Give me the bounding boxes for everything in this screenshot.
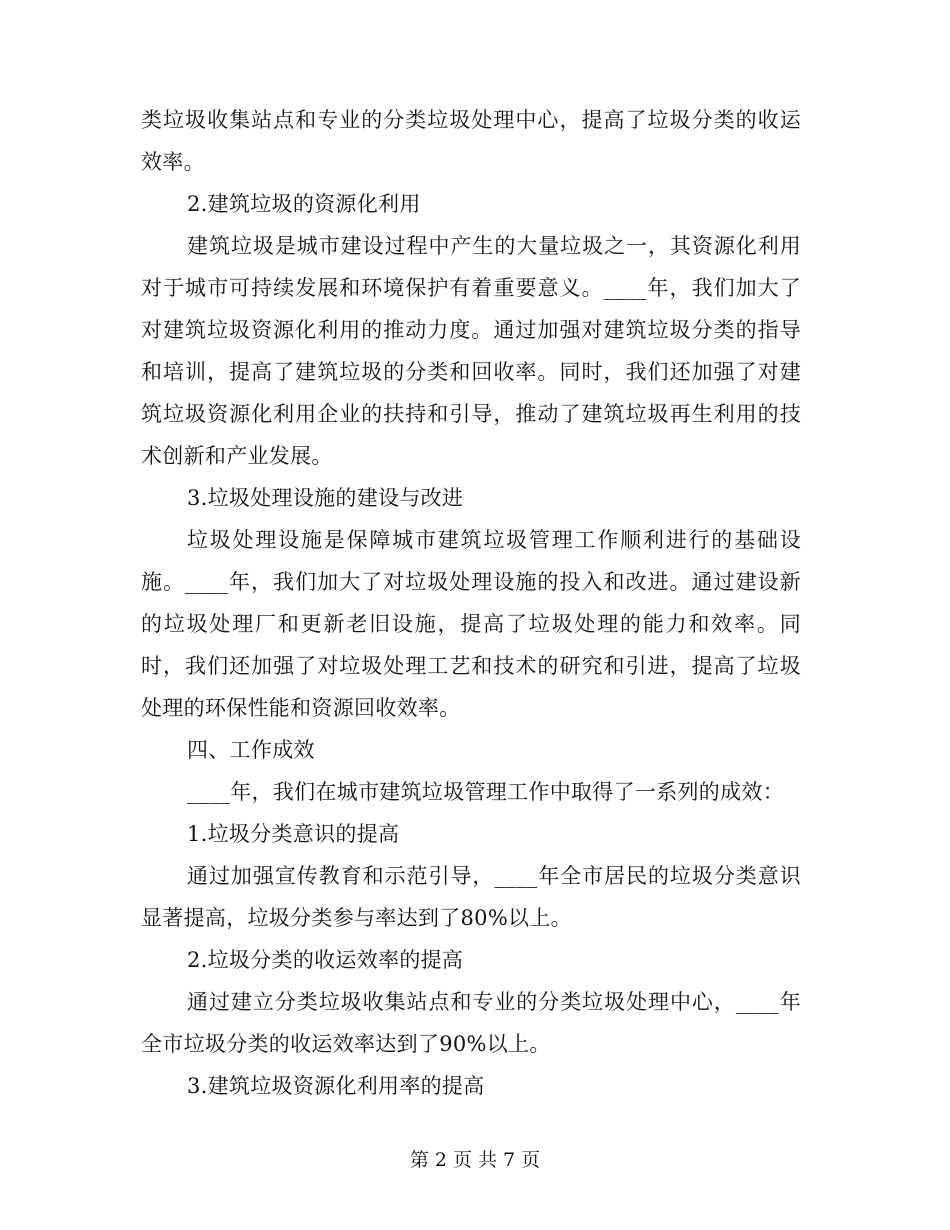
paragraph-collection-efficiency: 通过建立分类垃圾收集站点和专业的分类垃圾处理中心，____年全市垃圾分类的收运效率达到了90%以上。 bbox=[141, 990, 801, 1056]
section-heading-construction-waste-recycling: 2.建筑垃圾的资源化利用 bbox=[187, 192, 421, 216]
paragraph-continuation: 类垃圾收集站点和专业的分类垃圾处理中心，提高了垃圾分类的收运效率。 bbox=[141, 108, 801, 174]
section-heading-facilities: 3.垃圾处理设施的建设与改进 bbox=[187, 486, 464, 510]
chapter-heading-results: 四、工作成效 bbox=[187, 738, 315, 762]
document-body bbox=[141, 99, 801, 1107]
paragraph-construction-waste-recycling: 建筑垃圾是城市建设过程中产生的大量垃圾之一，其资源化利用对于城市可持续发展和环境保护有着重要意义。____年，我们加大了对建筑垃圾资源化利用的推动力度。通过加强对建筑垃圾分类的指导和培训，提高了建筑垃圾的分类和回收率。同时，我们还加强了对建筑垃圾资源化利用企业的扶持和引导，推动了建筑垃圾再生利用的技术创新和产业发展。 bbox=[141, 234, 801, 468]
paragraph-awareness: 通过加强宣传教育和示范引导，____年全市居民的垃圾分类意识显著提高，垃圾分类参与率达到了80%以上。 bbox=[141, 864, 801, 930]
section-heading-recycling-rate: 3.建筑垃圾资源化利用率的提高 bbox=[187, 1074, 485, 1098]
paragraph-results-intro: ____年，我们在城市建筑垃圾管理工作中取得了一系列的成效： bbox=[187, 780, 784, 804]
page-number-footer: 第 2 页 共 7 页 bbox=[409, 1149, 541, 1171]
paragraph-facilities: 垃圾处理设施是保障城市建筑垃圾管理工作顺利进行的基础设施。____年，我们加大了对垃圾处理设施的投入和改进。通过建设新的垃圾处理厂和更新老旧设施，提高了垃圾处理的能力和效率。同时，我们还加强了对垃圾处理工艺和技术的研究和引进，提高了垃圾处理的环保性能和资源回收效率。 bbox=[141, 528, 801, 720]
section-heading-awareness: 1.垃圾分类意识的提高 bbox=[187, 822, 400, 846]
section-heading-collection-efficiency: 2.垃圾分类的收运效率的提高 bbox=[187, 948, 464, 972]
